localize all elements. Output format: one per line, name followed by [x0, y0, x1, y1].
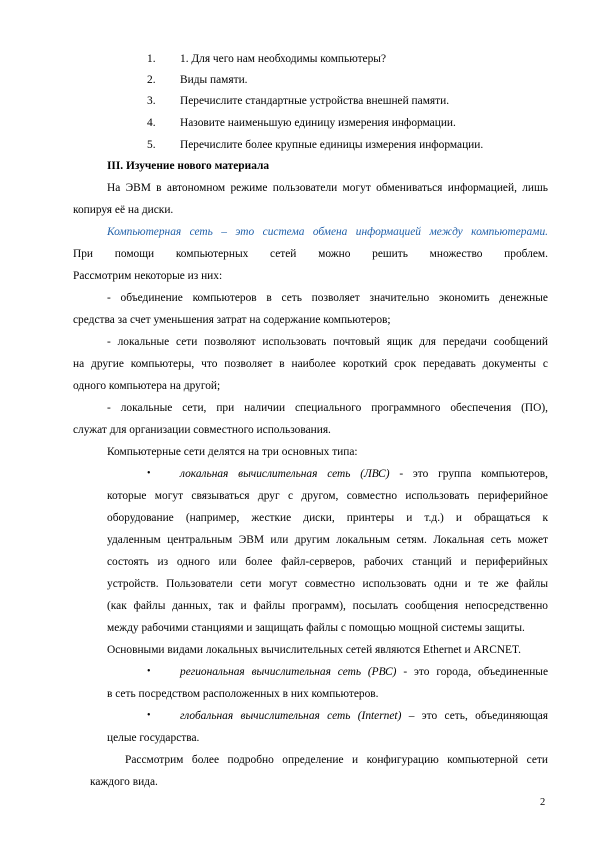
dash-item-line: - локальные сети, при наличии специального программного обеспечения (ПО),: [107, 402, 548, 414]
closing-line: Рассмотрим более подробно определение и конфигурацию компьютерной сети: [125, 754, 548, 766]
regional-line: в сеть посредством расположенных в них компьютеров.: [107, 688, 379, 700]
dash-item-line: одного компьютера на другой;: [73, 380, 221, 392]
regional-rest: - это города, объединенные: [396, 666, 548, 678]
dash-item-line: средства за счет уменьшения затрат на содержание компьютеров;: [73, 314, 391, 326]
lan-first-line: [180, 467, 548, 481]
global-term: глобальная вычислительная сеть (Internet): [180, 710, 402, 722]
question-number: 3.: [147, 95, 156, 107]
lan-line: которые могут связываться друг с другом, совместно использовать периферийное: [107, 490, 548, 502]
intro-line: На ЭВМ в автономном режиме пользователи могут обмениваться информацией, лишь: [107, 182, 548, 194]
lan-line: между рабочими станциями и защищать файлы с помощью мощной системы защиты.: [107, 622, 525, 634]
problems-line: Рассмотрим некоторые из них:: [73, 270, 223, 282]
question-number: 4.: [147, 117, 156, 129]
word: решить: [372, 248, 408, 260]
lan-line: оборудование (например, жесткие диски, принтеры и т.д.) и обращаться к: [107, 512, 548, 524]
question-text: Перечислите более крупные единицы измерения информации.: [180, 139, 484, 151]
lan-line: состоять из одного или более файл-серверов, рабочих станций и периферийных: [107, 556, 548, 568]
bullet-icon: •: [147, 666, 151, 677]
word: проблем.: [504, 248, 548, 260]
word: При: [73, 248, 94, 260]
question-text: 1. Для чего нам необходимы компьютеры?: [180, 53, 387, 65]
regional-term: региональная вычислительная сеть (РВС): [180, 666, 397, 678]
lan-line: устройств. Пользователи сети могут совместно использовать одни и те же файлы: [107, 578, 548, 590]
closing-line: каждого вида.: [90, 776, 158, 788]
network-definition: Компьютерная сеть – это система обмена информацией между компьютерами.: [107, 226, 548, 238]
global-line: целые государства.: [107, 732, 200, 744]
dash-item-line: - локальные сети позволяют использовать почтовый ящик для передачи сообщений: [107, 336, 548, 348]
lan-line: удаленным центральным ЭВМ или другим локальным сетям. Локальная сеть может: [107, 534, 548, 546]
question-number: 1.: [147, 53, 156, 65]
question-text: Перечислите стандартные устройства внешней памяти.: [180, 95, 450, 107]
word: сетей: [270, 248, 297, 260]
word: компьютерных: [175, 248, 249, 260]
problems-line: [73, 247, 548, 261]
dash-item-line: - объединение компьютеров в сеть позволяет значительно экономить денежные: [107, 292, 548, 304]
word: множество: [429, 248, 483, 260]
word: можно: [318, 248, 351, 260]
question-text: Виды памяти.: [180, 74, 248, 86]
dash-item-line: служат для организации совместного использования.: [73, 424, 331, 436]
global-rest: – это сеть, объединяющая: [401, 710, 548, 722]
types-intro: Компьютерные сети делятся на три основных типа:: [107, 446, 358, 458]
question-text: Назовите наименьшую единицу измерения информации.: [180, 117, 456, 129]
word: помощи: [114, 248, 155, 260]
dash-item-line: на другие компьютеры, что позволяет в наиболее короткий срок передавать документы с: [73, 358, 548, 370]
question-number: 2.: [147, 74, 156, 86]
question-number: 5.: [147, 139, 156, 151]
page-number: 2: [540, 797, 546, 808]
lan-last-line: Основными видами локальных вычислительных сетей являются Ethernet и ARCNET.: [107, 644, 521, 656]
bullet-icon: •: [147, 468, 151, 479]
regional-first-line: [180, 665, 548, 679]
intro-line: копируя её на диски.: [73, 204, 174, 216]
bullet-icon: •: [147, 710, 151, 721]
lan-term: локальная вычислительная сеть (ЛВС): [180, 468, 390, 480]
lan-line: (как файлы данных, так и файлы программ), посылать сообщения непосредственно: [107, 600, 548, 612]
global-first-line: [180, 709, 548, 723]
section-heading: III. Изучение нового материала: [107, 160, 270, 172]
lan-rest: - это группа компьютеров,: [389, 468, 548, 480]
